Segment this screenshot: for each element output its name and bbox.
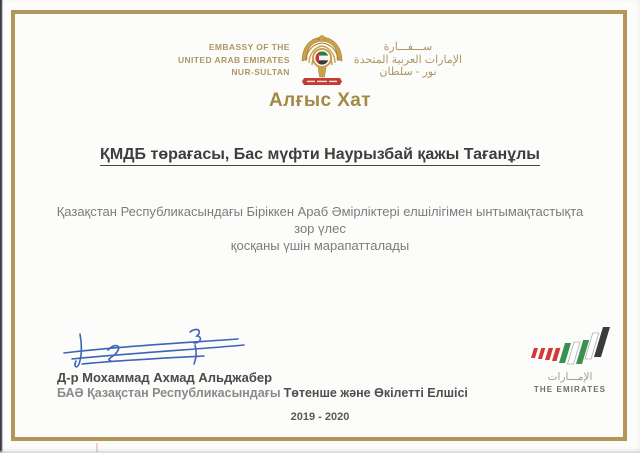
brand-english-wordmark: THE EMIRATES bbox=[533, 385, 607, 394]
signer-name: Д-р Мохаммад Ахмад Альджабер bbox=[57, 370, 273, 385]
embassy-ar-line1: ســـفـــارة bbox=[383, 41, 433, 54]
embassy-en-line1: EMBASSY OF THE bbox=[208, 42, 290, 53]
recipient-name: ҚМДБ төрағасы, Бас мүфти Наурызбай қажы Тағанұлы bbox=[100, 146, 540, 166]
signature-ink-icon bbox=[52, 322, 257, 374]
embassy-header bbox=[0, 34, 640, 86]
recipient-line bbox=[0, 146, 640, 164]
uae-falcon-emblem-icon bbox=[299, 34, 345, 86]
award-text bbox=[50, 203, 590, 254]
certificate-title: Алғыс Хат bbox=[269, 90, 371, 111]
emirates-brand-block bbox=[524, 324, 616, 394]
emirates-brand-logo-icon bbox=[530, 324, 610, 370]
award-text-line2: қосқаны үшін марапатталады bbox=[230, 238, 410, 253]
award-text-line1: Қазақстан Республикасындағы Біріккен Араб Әмірліктері елшілігімен ынтымақтастықта зор үлес bbox=[56, 204, 584, 236]
embassy-name-english bbox=[178, 41, 290, 79]
signer-title-part1: БАӘ Қазақстан Республикасындағы bbox=[57, 386, 281, 400]
scan-artifact-mark bbox=[96, 443, 98, 452]
scan-left-edge bbox=[0, 0, 3, 453]
embassy-en-line2: UNITED ARAB EMIRATES bbox=[177, 54, 290, 65]
embassy-ar-line2: الإمارات العربية المتحدة bbox=[353, 53, 463, 66]
signer-title-part2: Төтенше және Өкілетті Елшісі bbox=[283, 386, 468, 400]
signer-title bbox=[57, 386, 468, 400]
period-years: 2019 - 2020 bbox=[290, 411, 350, 423]
brand-arabic-wordmark: الإمـــارات bbox=[547, 371, 593, 383]
embassy-en-line3: NUR-SULTAN bbox=[231, 67, 290, 78]
embassy-name-arabic bbox=[354, 41, 462, 79]
embassy-ar-line3: نور - سلطان bbox=[379, 66, 437, 79]
